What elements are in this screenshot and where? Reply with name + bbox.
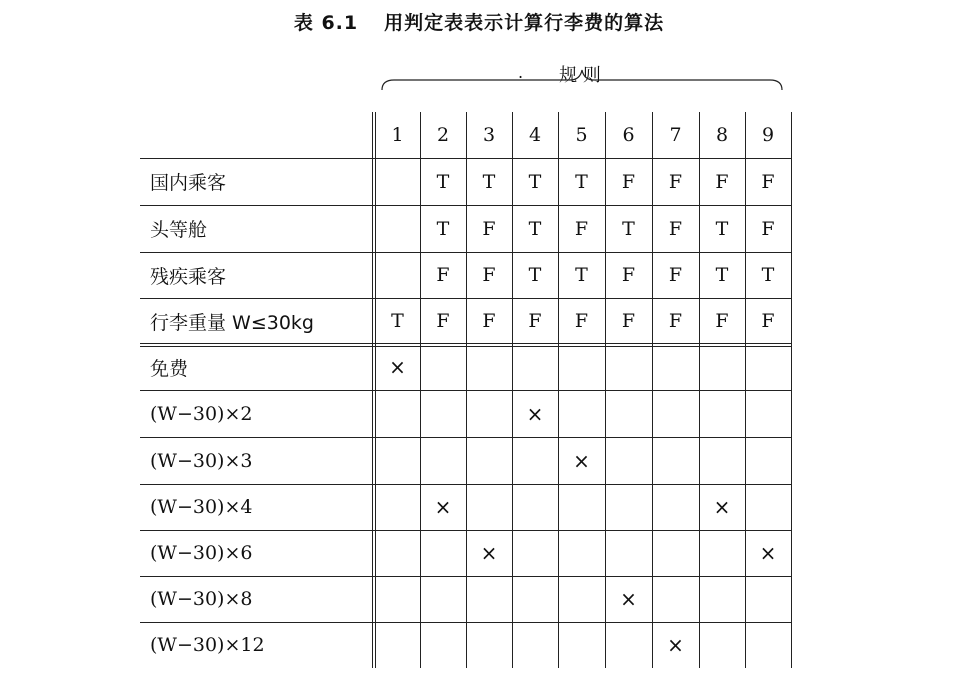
condition-cell: F (761, 217, 775, 240)
action-cell (605, 484, 652, 530)
condition-cell (375, 205, 420, 252)
action-cell (512, 530, 558, 576)
condition-cell: F (621, 310, 636, 332)
condition-cell: F (715, 310, 729, 332)
action-mark: × (573, 448, 590, 473)
action-cell (652, 344, 699, 390)
action-cell (375, 484, 420, 530)
action-cell (652, 576, 699, 622)
action-cell (420, 576, 466, 622)
action-mark: × (667, 633, 684, 657)
condition-label: 行李重量 W≤30kg (150, 311, 314, 334)
action-mark: × (759, 541, 777, 565)
action-cell (420, 390, 466, 437)
rule-number: 9 (761, 124, 775, 146)
action-cell (466, 437, 512, 484)
condition-cell: F (761, 310, 775, 332)
action-cell (375, 437, 420, 484)
action-cell (605, 437, 652, 484)
rule-number: 3 (482, 124, 496, 146)
rule-number: 7 (669, 124, 682, 146)
action-label: (W−30)×6 (150, 542, 253, 564)
action-cell (466, 344, 512, 390)
condition-cell (375, 252, 420, 298)
condition-cell: F (528, 310, 542, 332)
action-label: (W−30)×8 (150, 588, 253, 610)
stray-dot: . (518, 63, 524, 82)
condition-cell: T (528, 264, 542, 286)
table-caption: 用判定表表示计算行李费的算法 (384, 12, 665, 34)
rules-header: 规 则 (559, 65, 601, 86)
action-cell (745, 344, 791, 390)
action-cell (699, 622, 745, 668)
action-label: (W−30)×2 (150, 402, 253, 425)
action-label: (W−30)×12 (150, 634, 265, 656)
condition-cell: T (575, 264, 588, 286)
action-cell (512, 576, 558, 622)
action-cell (699, 390, 745, 437)
condition-cell: T (622, 217, 635, 240)
action-cell (652, 484, 699, 530)
condition-cell: F (715, 170, 729, 193)
action-cell (375, 390, 420, 437)
action-cell (745, 622, 791, 668)
condition-cell: T (391, 310, 404, 332)
action-cell (745, 484, 791, 530)
rule-number: 6 (622, 124, 635, 146)
stub-divider (372, 112, 373, 668)
action-cell (745, 437, 791, 484)
action-cell (699, 576, 745, 622)
rule-number: 2 (436, 124, 450, 146)
action-mark: × (434, 495, 452, 519)
action-cell (605, 344, 652, 390)
action-cell (652, 530, 699, 576)
condition-cell: F (436, 264, 450, 286)
action-cell (512, 484, 558, 530)
action-cell (699, 344, 745, 390)
action-cell (558, 576, 605, 622)
action-cell (512, 437, 558, 484)
action-label: 免费 (150, 357, 189, 380)
condition-cell: F (668, 310, 683, 332)
condition-cell: T (715, 217, 729, 240)
action-label: (W−30)×3 (150, 449, 253, 472)
action-cell (512, 622, 558, 668)
action-cell (558, 622, 605, 668)
condition-cell: T (715, 264, 729, 286)
action-mark: × (620, 587, 637, 611)
action-cell (466, 576, 512, 622)
rule-number: 1 (391, 124, 404, 146)
condition-label: 国内乘客 (150, 172, 227, 194)
condition-cell: F (621, 264, 636, 286)
action-cell (652, 390, 699, 437)
condition-cell (375, 158, 420, 205)
column-divider (791, 112, 792, 668)
condition-cell: T (528, 170, 542, 193)
table-title (0, 8, 958, 35)
action-cell (375, 576, 420, 622)
action-cell (745, 390, 791, 437)
action-cell (558, 390, 605, 437)
action-cell (420, 437, 466, 484)
condition-cell: F (436, 310, 450, 332)
condition-label: 残疾乘客 (150, 265, 227, 288)
condition-cell: F (668, 170, 683, 193)
condition-cell: T (482, 170, 496, 193)
action-cell (605, 622, 652, 668)
action-cell (558, 530, 605, 576)
action-mark: × (713, 495, 731, 519)
condition-cell: T (761, 264, 775, 286)
action-cell (512, 344, 558, 390)
action-cell (605, 530, 652, 576)
condition-cell: F (621, 170, 636, 193)
condition-cell: F (574, 217, 589, 240)
action-cell (375, 622, 420, 668)
condition-cell: F (482, 264, 496, 286)
action-mark: × (526, 401, 544, 426)
action-cell (420, 344, 466, 390)
rule-number: 8 (715, 124, 729, 146)
action-cell (420, 530, 466, 576)
action-cell (558, 484, 605, 530)
action-cell (699, 530, 745, 576)
condition-cell: F (482, 310, 496, 332)
condition-cell: T (436, 217, 450, 240)
rules-brace (380, 68, 784, 94)
action-cell (466, 484, 512, 530)
rule-number: 4 (528, 124, 542, 146)
condition-label: 头等舱 (150, 219, 208, 241)
action-mark: × (389, 355, 406, 379)
action-cell (652, 437, 699, 484)
action-cell (605, 390, 652, 437)
condition-cell: T (528, 217, 542, 240)
condition-cell: F (668, 264, 683, 286)
action-mark: × (480, 541, 498, 565)
condition-cell: T (436, 170, 450, 193)
action-cell (745, 576, 791, 622)
action-cell (420, 622, 466, 668)
action-cell (466, 622, 512, 668)
action-label: (W−30)×4 (150, 496, 253, 518)
action-cell (375, 530, 420, 576)
condition-cell: F (761, 170, 775, 193)
action-cell (699, 437, 745, 484)
action-cell (558, 344, 605, 390)
condition-cell: F (482, 217, 496, 240)
action-cell (466, 390, 512, 437)
rule-number: 5 (575, 124, 588, 146)
condition-cell: F (668, 217, 683, 240)
table-number: 表 6.1 (293, 12, 359, 34)
condition-cell: T (575, 170, 588, 193)
condition-cell: F (574, 310, 589, 332)
